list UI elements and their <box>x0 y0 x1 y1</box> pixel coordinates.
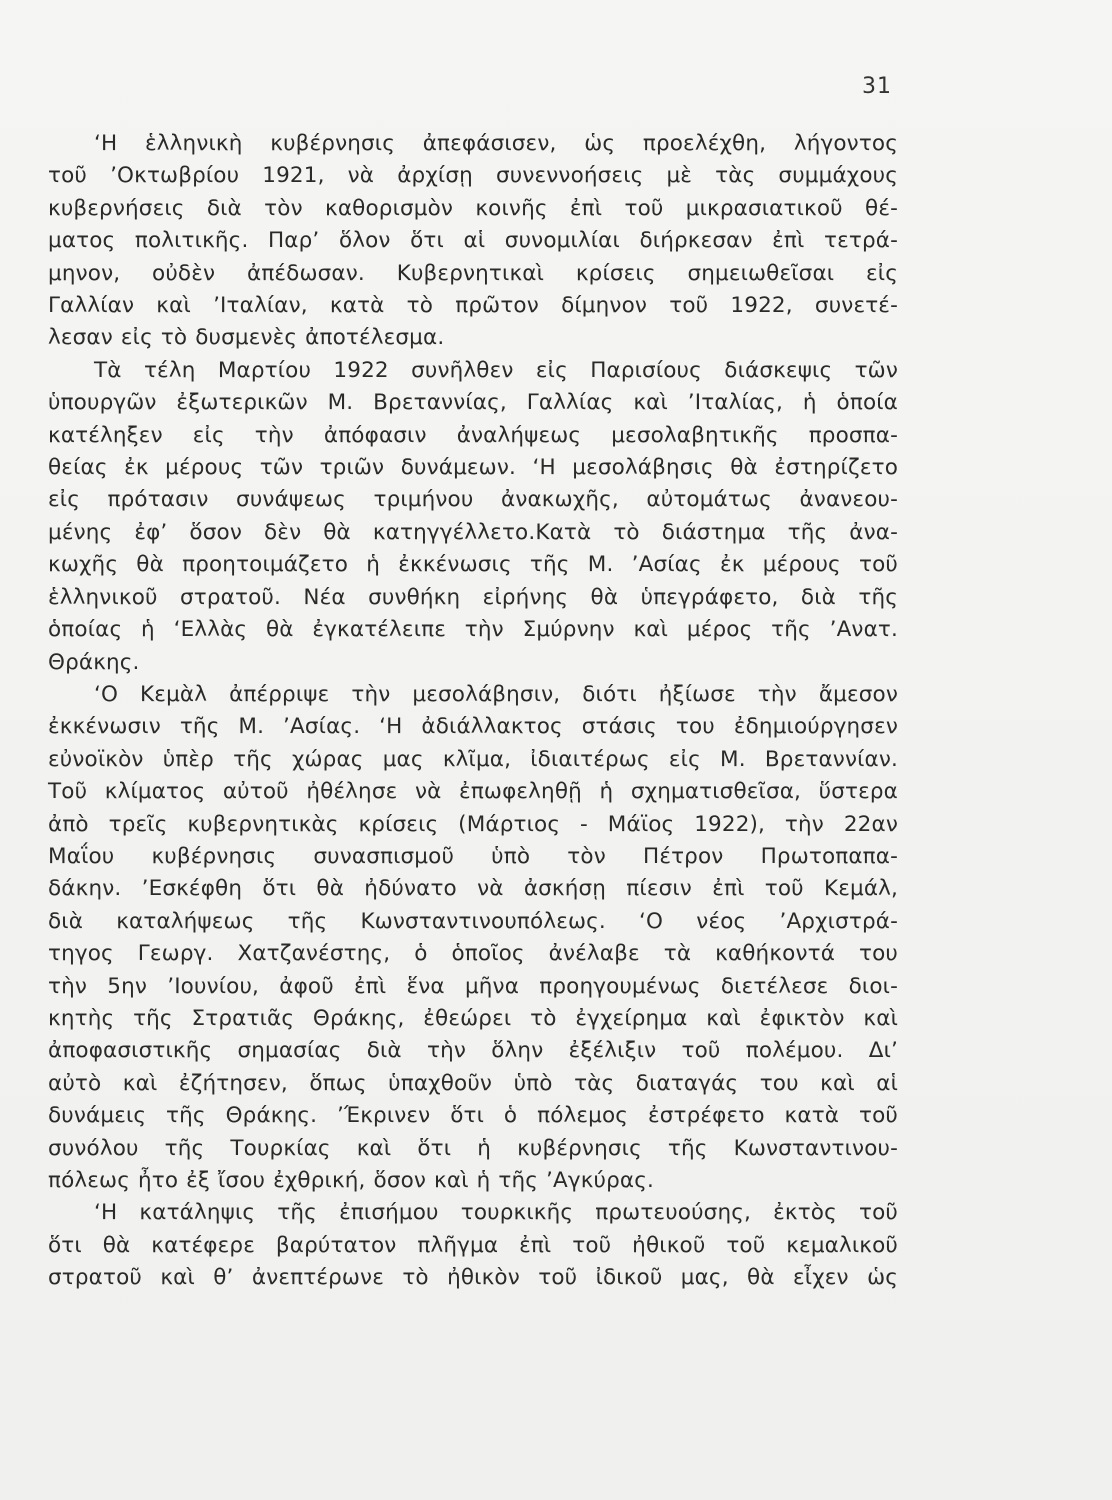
text-line: ὑπουργῶν ἐξωτερικῶν Μ. Βρεταννίας, Γαλλίας καὶ ’Ιταλίας, ἡ ὁποία <box>48 390 898 416</box>
text-line: ‘Η κατάληψις τῆς ἐπισήμου τουρκικῆς πρωτευούσης, ἐκτὸς τοῦ <box>94 1200 898 1226</box>
text-line: ὅτι θὰ κατέφερε βαρύτατον πλῆγμα ἐπὶ τοῦ ἠθικοῦ τοῦ κεμαλικοῦ <box>48 1232 898 1258</box>
text-line: Θράκης. <box>48 649 140 675</box>
text-line: τὴν 5ην ’Ιουνίου, ἀφοῦ ἐπὶ ἕνα μῆνα προηγουμένως διετέλεσε διοι- <box>48 973 898 999</box>
text-line: κωχῆς θὰ προητοιμάζετο ἡ ἐκκένωσις τῆς Μ. ’Ασίας ἐκ μέρους τοῦ <box>48 552 898 578</box>
text-line: ματος πολιτικῆς. Παρ’ ὅλον ὅτι αἱ συνομιλίαι διήρκεσαν ἐπὶ τετρά- <box>48 228 898 254</box>
text-line: θείας ἐκ μέρους τῶν τριῶν δυνάμεων. ‘Η μεσολάβησις θὰ ἐστηρίζετο <box>48 455 898 481</box>
text-line: συνόλου τῆς Τουρκίας καὶ ὅτι ἡ κυβέρνησις τῆς Κωνσταντινου- <box>48 1135 898 1161</box>
text-line: κυβερνήσεις διὰ τὸν καθορισμὸν κοινῆς ἐπὶ τοῦ μικρασιατικοῦ θέ- <box>48 195 898 221</box>
text-line: ὁποίας ἡ ‘Ελλὰς θὰ ἐγκατέλειπε τὴν Σμύρνην καὶ μέρος τῆς ’Ανατ. <box>48 617 898 643</box>
text-line: κητὴς τῆς Στρατιᾶς Θράκης, ἐθεώρει τὸ ἐγχείρημα καὶ ἐφικτὸν καὶ <box>48 1005 898 1031</box>
paragraph-1 <box>48 128 898 355</box>
text-line: τηγος Γεωργ. Χατζανέστης, ὁ ὁποῖος ἀνέλαβε τὰ καθήκοντά του <box>48 941 898 967</box>
text-line: Τὰ τέλη Μαρτίου 1922 συνῆλθεν εἰς Παρισίους διάσκεψις τῶν <box>94 357 898 383</box>
text-line: αὐτὸ καὶ ἐζήτησεν, ὅπως ὑπαχθοῦν ὑπὸ τὰς διαταγάς του καὶ αἱ <box>48 1070 898 1096</box>
text-line: μηνον, οὐδὲν ἀπέδωσαν. Κυβερνητικαὶ κρίσεις σημειωθεῖσαι εἰς <box>48 260 898 286</box>
text-line: ἀποφασιστικῆς σημασίας διὰ τὴν ὅλην ἐξέλιξιν τοῦ πολέμου. Δι’ <box>48 1038 898 1064</box>
text-line: Μαΐου κυβέρνησις συνασπισμοῦ ὑπὸ τὸν Πέτρον Πρωτοπαπα- <box>48 843 898 869</box>
text-line: πόλεως ἦτο ἐξ ἴσου ἐχθρική, ὅσον καὶ ἡ τῆς ’Αγκύρας. <box>48 1168 654 1193</box>
text-line: στρατοῦ καὶ θ’ ἀνεπτέρωνε τὸ ἠθικὸν τοῦ ἰδικοῦ μας, θὰ εἶχεν ὡς <box>48 1265 898 1291</box>
text-line: ἀπὸ τρεῖς κυβερνητικὰς κρίσεις (Μάρτιος - Μάϊος 1922), τὴν 22αν <box>48 811 898 837</box>
paragraph-3 <box>48 679 898 1198</box>
text-line: διὰ καταλήψεως τῆς Κωνσταντινουπόλεως. ‘Ο νέος ’Αρχιστρά- <box>48 908 898 934</box>
text-line: ‘Η ἑλληνικὴ κυβέρνησις ἀπεφάσισεν, ὡς προελέχθη, λήγοντος <box>94 131 898 156</box>
paragraph-4 <box>48 1197 898 1294</box>
text-line: ἐκκένωσιν τῆς Μ. ’Ασίας. ‘Η ἀδιάλλακτος στάσις του ἐδημιούργησεν <box>48 714 898 740</box>
text-line: Τοῦ κλίματος αὐτοῦ ἠθέλησε νὰ ἐπωφεληθῇ ἡ σχηματισθεῖσα, ὕστερα <box>48 779 898 805</box>
body-text <box>48 128 898 1295</box>
text-line: ἑλληνικοῦ στρατοῦ. Νέα συνθήκη εἰρήνης θὰ ὑπεγράφετο, διὰ τῆς <box>48 584 898 610</box>
page-number: 31 <box>862 74 892 99</box>
text-line: εὐνοϊκὸν ὑπὲρ τῆς χώρας μας κλῖμα, ἰδιαιτέρως εἰς Μ. Βρεταννίαν. <box>48 746 898 772</box>
paragraph-2 <box>48 355 898 679</box>
text-line: λεσαν εἰς τὸ δυσμενὲς ἀποτέλεσμα. <box>48 325 445 351</box>
text-line: εἰς πρότασιν συνάψεως τριμήνου ἀνακωχῆς, αὐτομάτως ἀνανεου- <box>48 487 898 513</box>
text-line: τοῦ ’Οκτωβρίου 1921, νὰ ἀρχίσῃ συνεννοήσεις μὲ τὰς συμμάχους <box>48 163 898 189</box>
text-line: μένης ἐφ’ ὅσον δὲν θὰ κατηγγέλλετο.Κατὰ τὸ διάστημα τῆς ἀνα- <box>48 519 898 545</box>
text-line: ‘Ο Κεμὰλ ἀπέρριψε τὴν μεσολάβησιν, διότι ἠξίωσε τὴν ἄμεσον <box>94 681 898 707</box>
text-line: δάκην. ’Εσκέφθη ὅτι θὰ ἠδύνατο νὰ ἀσκήσῃ πίεσιν ἐπὶ τοῦ Κεμάλ, <box>48 876 898 902</box>
text-line: Γαλλίαν καὶ ’Ιταλίαν, κατὰ τὸ πρῶτον δίμηνον τοῦ 1922, συνετέ- <box>48 293 898 319</box>
text-line: κατέληξεν εἰς τὴν ἀπόφασιν ἀναλήψεως μεσολαβητικῆς προσπα- <box>48 422 898 448</box>
text-line: δυνάμεις τῆς Θράκης. ’Έκρινεν ὅτι ὁ πόλεμος ἐστρέφετο κατὰ τοῦ <box>48 1103 898 1129</box>
